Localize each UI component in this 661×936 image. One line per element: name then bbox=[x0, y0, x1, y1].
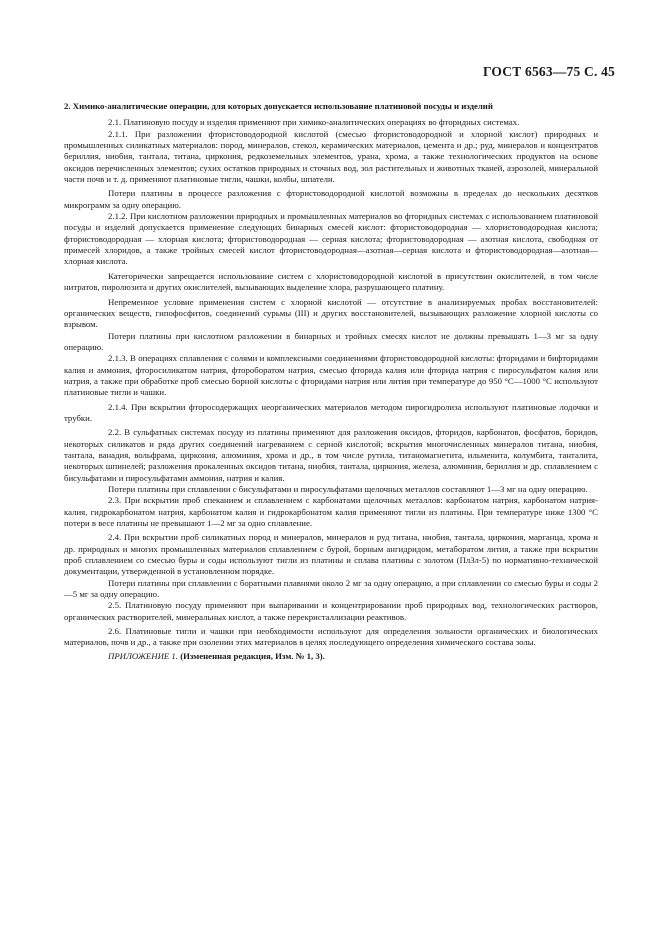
paragraph-2-1: 2.1. Платиновую посуду и изделия применяют при химико-аналитических операциях во фторидных системах. bbox=[108, 117, 520, 128]
document-body bbox=[64, 101, 598, 662]
paragraph-2-4: 2.4. При вскрытии проб силикатных пород и минералов, минералов и руд титана, ниобия, тантала, циркония, марганца, хрома и др. природных и многих промышленных материалов сплавлением с бурой, борным ангидридом, метаборатом лития, а также при вскрытии проб сплавлением со смесью буры и соды используют тигли из платины и сплава платины с золотом (ПлЗл-5) по нормативно-технической документации, утвержденной в установленном порядке. bbox=[64, 532, 598, 577]
appendix-label: ПРИЛОЖЕНИЕ 1. bbox=[108, 650, 178, 661]
paragraph-2-3: 2.3. При вскрытии проб спеканием и сплавлением с карбонатами щелочных металлов: карбонатом натрия, карбонатом натрия-калия, гидрокарбонатом натрия, карбонатом калия и гидрокарбонатом калия применяют тигли из платины. При температуре ниже 1300 °С потери в весе платины не превышают 1—2 мг за одно сплавление. bbox=[64, 495, 598, 529]
appendix-note bbox=[64, 651, 598, 662]
paragraph-prohibition: Категорически запрещается использование систем с хлористоводородной кислотой в присутствии окислителей, в том числе нитратов, пиролюзита и других окислителей, вызывающих выделение хлора, разрушающего платину. bbox=[64, 270, 598, 293]
paragraph-2-1-2: 2.1.2. При кислотном разложении природных и промышленных материалов во фторидных системах с использованием платиновой посуды и изделий допускается применение следующих бинарных смесей кислот: фтористоводородная — хлористоводородная кислота; фтористоводородная — хлорная кислота; фтористоводородная — серная кислота; фтористоводородная — азотная кислота, свободная от примесей хлоридов, а также тройных смесей кислот фтористоводородная—азотная—серная кислота и фтористоводородная—азотная—хлорная кислота. bbox=[64, 211, 598, 267]
page-header: ГОСТ 6563—75 С. 45 bbox=[482, 64, 615, 79]
paragraph-2-1-4: 2.1.4. При вскрытии фторосодержащих неорганических материалов методом пирогидролиза используют платиновые лодочки и трубки. bbox=[64, 401, 598, 423]
section-title: 2. Химико-аналитические операции, для которых допускается использование платиновой посуды и изделий bbox=[64, 101, 493, 111]
paragraph-2-5: 2.5. Платиновую посуду применяют при выпаривании и концентрировании проб природных вод, технологических растворов, органических растворителей, минеральных кислот, а также перекристаллизации реактивов. bbox=[64, 600, 598, 622]
paragraph-loss-acid: Потери платины при кислотном разложении в бинарных и тройных смесях кислот не должны превышать 1—3 мг за одну операцию. bbox=[64, 330, 598, 352]
paragraph-2-1-1: 2.1.1. При разложении фтористоводородной кислотой (смесью фтористоводородной и хлорной кислот) природных и промышленных силикатных материалов: пород, минералов, стекол, керамических материалов, цемента и др.; руд, минералов и концентратов бериллия, ниобия, тантала, титана, циркония, редкоземельных элементов, урана, хрома, а также технологических продуктов на основе оксидов перечисленных элементов; сухих остатков природных и сточных вод, зол растительных и животных тканей, аэрозолей, минеральной части почв и т. д. применяют платиновые тигли, чашки, колбы, шпатели. bbox=[64, 128, 598, 185]
paragraph-loss-sulfate: Потери платины при сплавлении с бисульфатами и пиросульфатами щелочных металлов составляют 1—3 мг на одну операцию. bbox=[108, 484, 588, 494]
paragraph-2-2: 2.2. В сульфатных системах посуду из платины применяют для разложения оксидов, фторидов, карбонатов, фосфатов, боридов, некоторых силикатов и ряда других соединений нагреванием с серной кислотой; вскрытия многочисленных минералов титана, ниобия, тантала, ванадия, вольфрама, циркония, алюминия, хрома и др., в том числе рутила, титаномагнетита, ильменита, колумбита, танталита, некоторых шпинелей; разложения прокаленных оксидов титана, ниобия, тантала, циркония, железа, алюминия, бериллия и др. сплавлением с бисульфатами и пиросульфатами аммония, натрия и калия. bbox=[64, 427, 598, 483]
paragraph-2-1-3: 2.1.3. В операциях сплавления с солями и комплексными соединениями фтористоводородной кислоты: фторидами и бифторидами калия и аммония, фторосиликатом натрия, фтороборатом натрия, смесью фторида калия или фторида натрия с пиросульфатом калия или натрия, а также при обработке проб смесью борной кислоты с фторидами натрия или лития при температуре до 950 °С—1000 °С используют платиновые тигли и чашки. bbox=[64, 353, 598, 398]
paragraph-loss-borate: Потери платины при сплавлении с боратными плавнями около 2 мг за одну операцию, а при сплавлении со смесью буры и соды 2—5 мг за одну операцию. bbox=[64, 577, 598, 600]
paragraph-2-6: 2.6. Платиновые тигли и чашки при необходимости используют для определения зольности органических и биологических материалов, почв и др., а также при озолении этих материалов в целях последующего определения химического состава золы. bbox=[64, 626, 598, 648]
paragraph-condition: Непременное условие применения систем с хлорной кислотой — отсутствие в анализируемых пробах восстановителей: органических веществ, гипофосфитов, соединений сурьмы (III) и других восстановителей, вызывающих разложение хлорной кислоты со взрывом. bbox=[64, 296, 598, 330]
paragraph-loss-hf: Потери платины в процессе разложения с фтористоводородной кислотой возможны в пределах до нескольких десятков микрограмм за одну операцию. bbox=[64, 188, 598, 210]
appendix-revision: (Измененная редакция, Изм. № 1, 3). bbox=[180, 650, 325, 661]
